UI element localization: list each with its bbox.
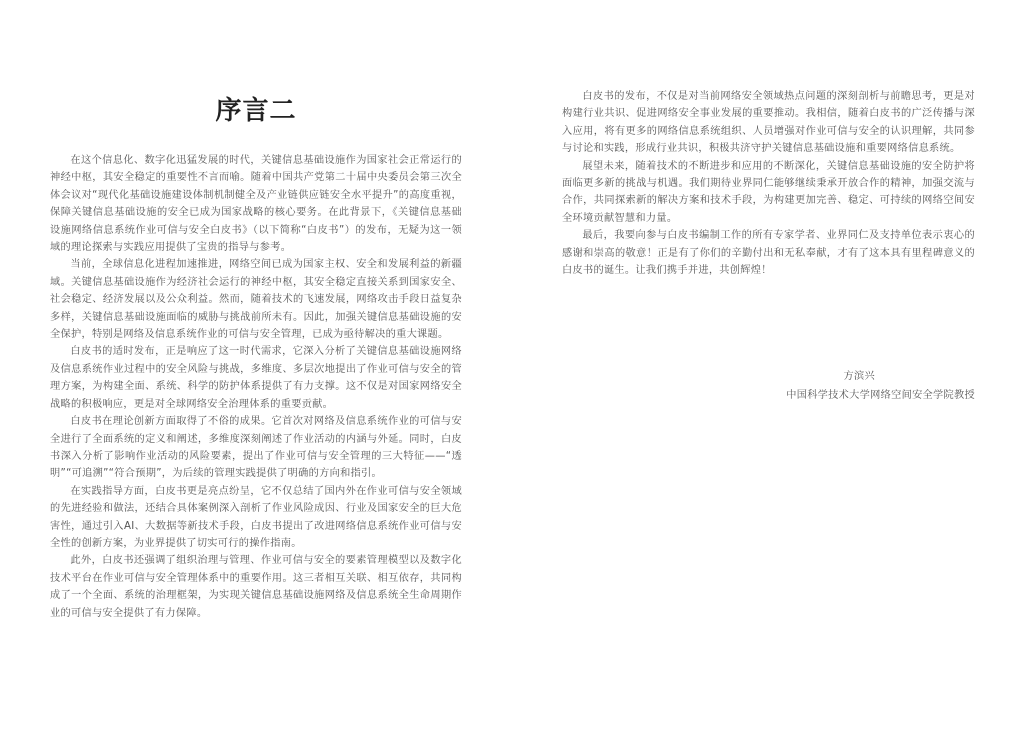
paragraph: 白皮书的适时发布，正是响应了这一时代需求，它深入分析了关键信息基础设施网络及信息系统作业过程中的安全风险与挑战，多维度、多层次地提出了作业可信与安全的管理方案，为构建全面、系统、科学的防护体系提供了有力支撑。这不仅是对国家网络安全战略的积极响应，更是对全球网络安全治理体系的重要贡献。 xyxy=(50,346,462,410)
paragraph: 白皮书的发布，不仅是对当前网络安全领域热点问题的深刻剖析与前瞻思考，更是对构建行业共识、促进网络安全事业发展的重要推动。我相信，随着白皮书的广泛传播与深入应用，将有更多的网络信息系统组织、人员增强对作业可信与安全的认识理解，共同参与讨论和实践，形成行业共识，积极共济守护关键信息基础设施和重要网络信息系统。 xyxy=(562,91,975,155)
right-page-body xyxy=(562,88,975,279)
paragraph: 在这个信息化、数字化迅猛发展的时代，关键信息基础设施作为国家社会正常运行的神经中枢，其安全稳定的重要性不言而喻。随着中国共产党第二十届中央委员会第三次全体会议对“现代化基础设施建设体制机制健全及产业链供应链安全水平提升”的高度重视，保障关键信息基础设施的安全已成为国家战略的核心要务。在此背景下，《关键信息基础设施网络信息系统作业可信与安全白皮书》（以下简称“白皮书”）的发布，无疑为这一领域的理论探索与实践应用提供了宝贵的指导与参考。 xyxy=(50,155,462,254)
paragraph: 当前，全球信息化进程加速推进，网络空间已成为国家主权、安全和发展利益的新疆域。关键信息基础设施作为经济社会运行的神经中枢，其安全稳定直接关系到国家安全、社会稳定、经济发展以及公众利益。然而，随着技术的飞速发展，网络攻击手段日益复杂多样，关键信息基础设施面临的威胁与挑战前所未有。因此，加强关键信息基础设施的安全保护，特别是网络及信息系统作业的可信与安全管理，已成为亟待解决的重大课题。 xyxy=(50,259,462,341)
paragraph: 此外，白皮书还强调了组织治理与管理、作业可信与安全的要素管理模型以及数字化技术平台在作业可信与安全管理体系中的重要作用。这三者相互关联、相互依存，共同构成了一个全面、系统的治理框架，为实现关键信息基础设施网络及信息系统全生命周期作业的可信与安全提供了有力保障。 xyxy=(50,555,462,619)
signature-name: 方滨兴 xyxy=(843,371,875,382)
paragraph: 白皮书在理论创新方面取得了不俗的成果。它首次对网络及信息系统作业的可信与安全进行了全面系统的定义和阐述，多维度深刻阐述了作业活动的内涵与外延。同时，白皮书深入分析了影响作业活动的风险要素，提出了作业可信与安全管理的三大特征——“透明”“可追溯”“符合预期”，为后续的管理实践提供了明确的方向和指引。 xyxy=(50,416,462,480)
page-title: 序言二 xyxy=(215,96,297,126)
paragraph: 最后，我要向参与白皮书编制工作的所有专家学者、业界同仁及支持单位表示衷心的感谢和崇高的敬意！正是有了你们的辛勤付出和无私奉献，才有了这本具有里程碑意义的白皮书的诞生。让我们携手并进，共创辉煌！ xyxy=(562,230,975,277)
paragraph: 展望未来，随着技术的不断进步和应用的不断深化，关键信息基础设施的安全防护将面临更多新的挑战与机遇。我们期待业界同仁能够继续秉承开放合作的精神，加强交流与合作，共同探索新的解决方案和技术手段，为构建更加完善、稳定、可持续的网络空间安全环境贡献智慧和力量。 xyxy=(562,160,975,224)
left-page-body xyxy=(50,152,462,622)
signature-affiliation: 中国科学技术大学网络空间安全学院教授 xyxy=(786,390,975,401)
paragraph: 在实践指导方面，白皮书更是亮点纷呈，它不仅总结了国内外在作业可信与安全领域的先进经验和做法，还结合具体案例深入剖析了作业风险成因、行业及国家安全的巨大危害性，通过引入AI、大数据等新技术手段，白皮书提出了改进网络信息系统作业可信与安全性的创新方案，为业界提供了切实可行的操作指南。 xyxy=(50,485,462,549)
